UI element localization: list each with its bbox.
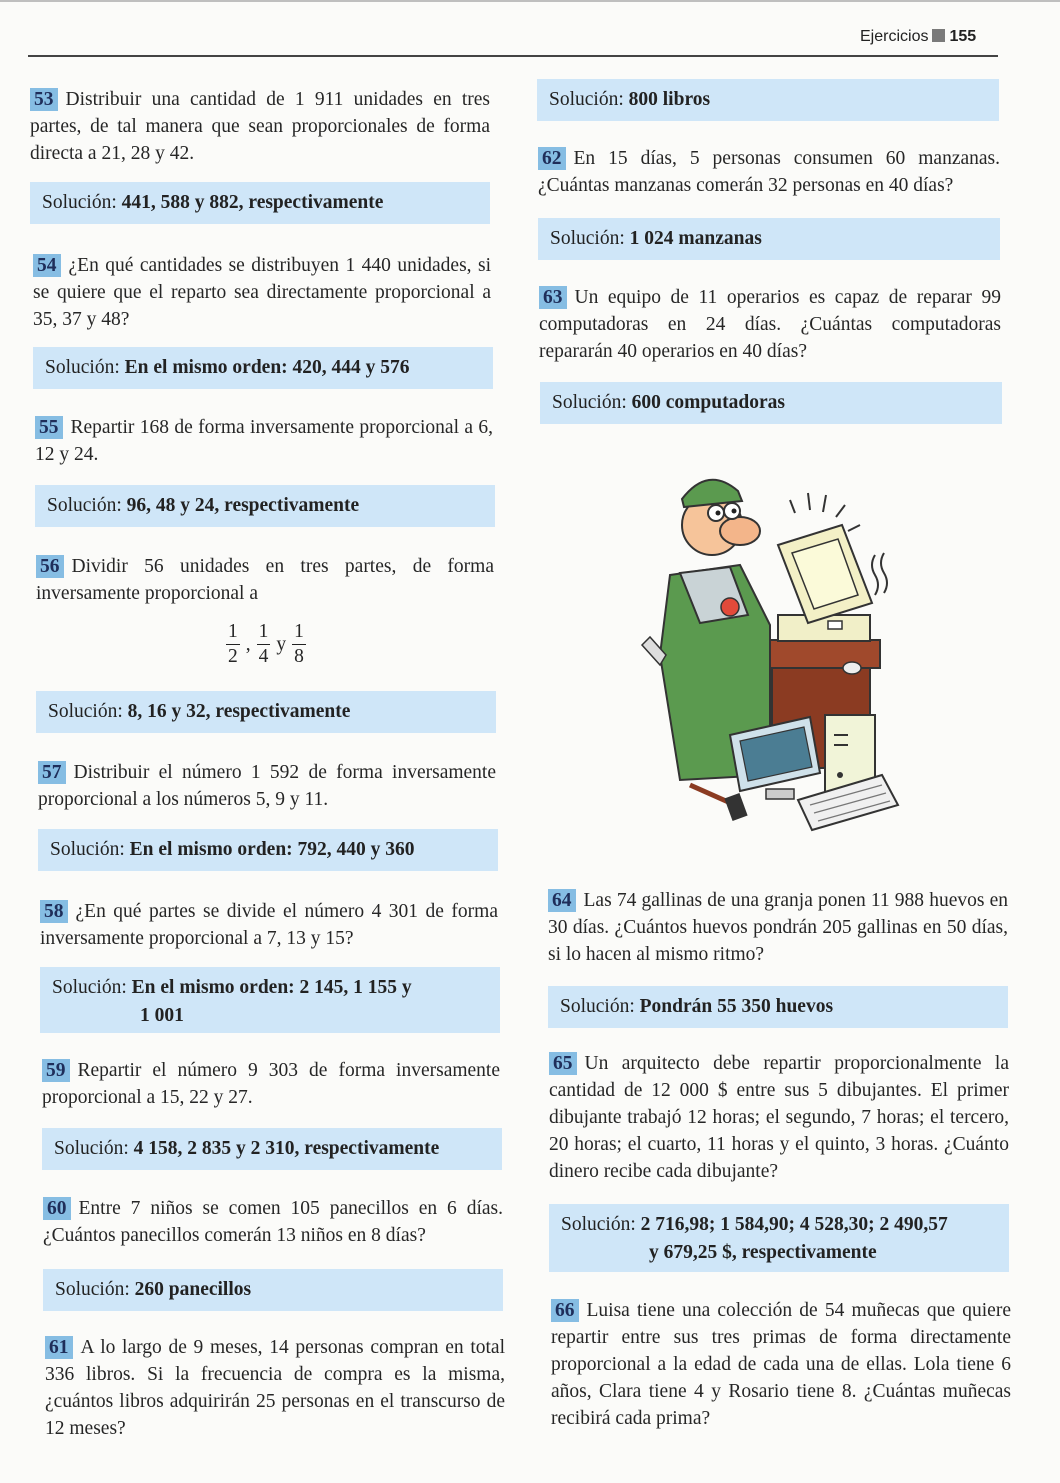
exercise-number: 54 [33, 254, 61, 277]
solution-label: Solución: [42, 192, 117, 213]
exercise-text: Dividir 56 unidades en tres partes, de forma inversamente proporcional a [36, 556, 494, 604]
exercise-number: 56 [36, 555, 64, 578]
page-number: 155 [949, 28, 977, 45]
solution-61 [537, 79, 999, 121]
square-icon [932, 29, 945, 42]
repairman-illustration [620, 455, 920, 840]
top-edge-line [0, 0, 1060, 2]
exercise-text: Distribuir una cantidad de 1 911 unidades en tres partes, de tal manera que sean proporcionales de forma directa a 21, 28 y 42. [30, 89, 490, 164]
solution-label: Solución: [54, 1138, 129, 1159]
exercise-text: Distribuir el número 1 592 de forma inversamente proporcional a los números 5, 9 y 11. [38, 762, 496, 810]
solution-53 [30, 182, 490, 224]
fraction-one-eighth: 1 8 [294, 621, 304, 667]
exercise-number: 53 [30, 88, 58, 111]
exercise-text: ¿En qué cantidades se distribuyen 1 440 unidades, si se quiere que el reparto sea directamente proporcional a 35, 37 y 48? [33, 255, 491, 330]
old-computer [778, 525, 872, 641]
exercise-59 [42, 1057, 500, 1111]
exercise-number: 63 [539, 286, 567, 309]
solution-answer: 1 024 manzanas [629, 228, 762, 249]
running-header [860, 28, 976, 46]
exercise-64 [548, 887, 1008, 968]
exercise-58 [40, 898, 498, 952]
solution-label: Solución: [52, 977, 127, 998]
exercise-62 [538, 145, 1000, 199]
exercise-61 [45, 1334, 505, 1442]
solution-label: Solución: [50, 839, 125, 860]
solution-answer-line-2: y 679,25 $, respectivamente [649, 1242, 877, 1263]
fraction-one-half: 1 2 [228, 621, 238, 667]
solution-label: Solución: [552, 392, 627, 413]
solution-64 [548, 986, 1008, 1028]
exercise-60 [43, 1195, 503, 1249]
exercise-54 [33, 252, 491, 333]
exercise-number: 59 [42, 1059, 70, 1082]
solution-65 [549, 1204, 1009, 1272]
solution-answer: 260 panecillos [134, 1279, 252, 1300]
fraction-one-quarter: 1 4 [258, 621, 269, 667]
solution-63 [540, 382, 1002, 424]
solution-label: Solución: [45, 357, 120, 378]
exercise-number: 57 [38, 761, 66, 784]
solution-57 [38, 829, 498, 871]
exercise-text: Repartir 168 de forma inversamente proporcional a 6, 12 y 24. [35, 417, 493, 465]
exercise-number: 65 [549, 1052, 577, 1075]
exercise-number: 66 [551, 1299, 579, 1322]
exercise-text: Entre 7 niños se comen 105 panecillos en 6 días. ¿Cuántos panecillos comerán 13 niños en 8 días? [43, 1198, 503, 1246]
solution-label: Solución: [561, 1214, 636, 1235]
exercise-53 [30, 86, 490, 167]
solution-answer: 8, 16 y 32, respectivamente [127, 701, 351, 722]
exercise-text: Un equipo de 11 operarios es capaz de reparar 99 computadoras en 24 días. ¿Cuántas computadoras repararán 40 operarios en 40 días? [539, 287, 1001, 362]
solution-label: Solución: [560, 996, 635, 1017]
exercise-text: Luisa tiene una colección de 54 muñecas que quiere repartir entre sus tres primas de forma directamente proporcional a la edad de cada una de ellas. Lola tiene 6 años, Clara tiene 4 y Rosario tiene 8. ¿Cuántas muñecas recibirá cada prima? [551, 1300, 1011, 1429]
fraction-list: 1 2 , 1 4 y 1 8 [228, 621, 304, 667]
exercise-number: 58 [40, 900, 68, 923]
solution-answer: 441, 588 y 882, respectivamente [121, 192, 384, 213]
solution-answer: 600 computadoras [631, 392, 785, 413]
solution-label: Solución: [55, 1279, 130, 1300]
solution-answer: Pondrán 55 350 huevos [639, 996, 834, 1017]
exercise-number: 60 [43, 1197, 71, 1220]
section-title: Ejercicios [860, 28, 929, 45]
solution-60 [43, 1269, 503, 1311]
solution-56 [36, 691, 496, 733]
exercise-55 [35, 414, 493, 468]
exercise-number: 62 [538, 147, 566, 170]
solution-54 [33, 347, 493, 389]
solution-55 [35, 485, 495, 527]
header-rule [28, 55, 998, 57]
solution-62 [538, 218, 1000, 260]
exercise-text: En 15 días, 5 personas consumen 60 manzanas. ¿Cuántas manzanas comerán 32 personas en 40 días? [538, 148, 1000, 196]
solution-label: Solución: [550, 228, 625, 249]
solution-answer: En el mismo orden: 420, 444 y 576 [124, 357, 410, 378]
solution-answer-line-2: 1 001 [140, 1005, 184, 1026]
exercise-number: 64 [548, 889, 576, 912]
exercise-65 [549, 1050, 1009, 1185]
exercise-63 [539, 284, 1001, 365]
exercise-text: Un arquitecto debe repartir proporcionalmente la cantidad de 12 000 $ entre sus 5 dibujantes. El primer dibujante trabajó 12 horas; el segundo, 7 horas; el tercero, 20 horas; el cuarto, 11 horas y el quinto, 3 horas. ¿Cuánto dinero recibe cada dibujante? [549, 1053, 1009, 1182]
solution-answer: 2 716,98; 1 584,90; 4 528,30; 2 490,57 [640, 1214, 948, 1235]
exercise-text: Repartir el número 9 303 de forma inversamente proporcional a 15, 22 y 27. [42, 1060, 500, 1108]
exercise-66 [551, 1297, 1011, 1432]
solution-answer: En el mismo orden: 792, 440 y 360 [129, 839, 415, 860]
exercise-56 [36, 553, 494, 607]
exercise-text: ¿En qué partes se divide el número 4 301 de forma inversamente proporcional a 7, 13 y 15? [40, 901, 498, 949]
exercise-text: A lo largo de 9 meses, 14 personas compran en total 336 libros. Si la frecuencia de compra es la misma, ¿cuántos libros adquirirán 25 personas en el transcurso de 12 meses? [45, 1337, 505, 1439]
exercise-57 [38, 759, 496, 813]
solution-answer: 96, 48 y 24, respectivamente [126, 495, 360, 516]
solution-label: Solución: [48, 701, 123, 722]
solution-label: Solución: [47, 495, 122, 516]
exercise-text: Las 74 gallinas de una granja ponen 11 988 huevos en 30 días. ¿Cuántos huevos pondrán 205 gallinas en 50 días, si lo hacen al mismo ritmo? [548, 890, 1008, 965]
solution-answer: 800 libros [628, 89, 711, 110]
solution-58 [40, 967, 500, 1033]
solution-label: Solución: [549, 89, 624, 110]
exercise-number: 55 [35, 416, 63, 439]
solution-answer: En el mismo orden: 2 145, 1 155 y [131, 977, 412, 998]
solution-answer: 4 158, 2 835 y 2 310, respectivamente [133, 1138, 440, 1159]
exercise-number: 61 [45, 1336, 73, 1359]
solution-59 [42, 1128, 502, 1170]
